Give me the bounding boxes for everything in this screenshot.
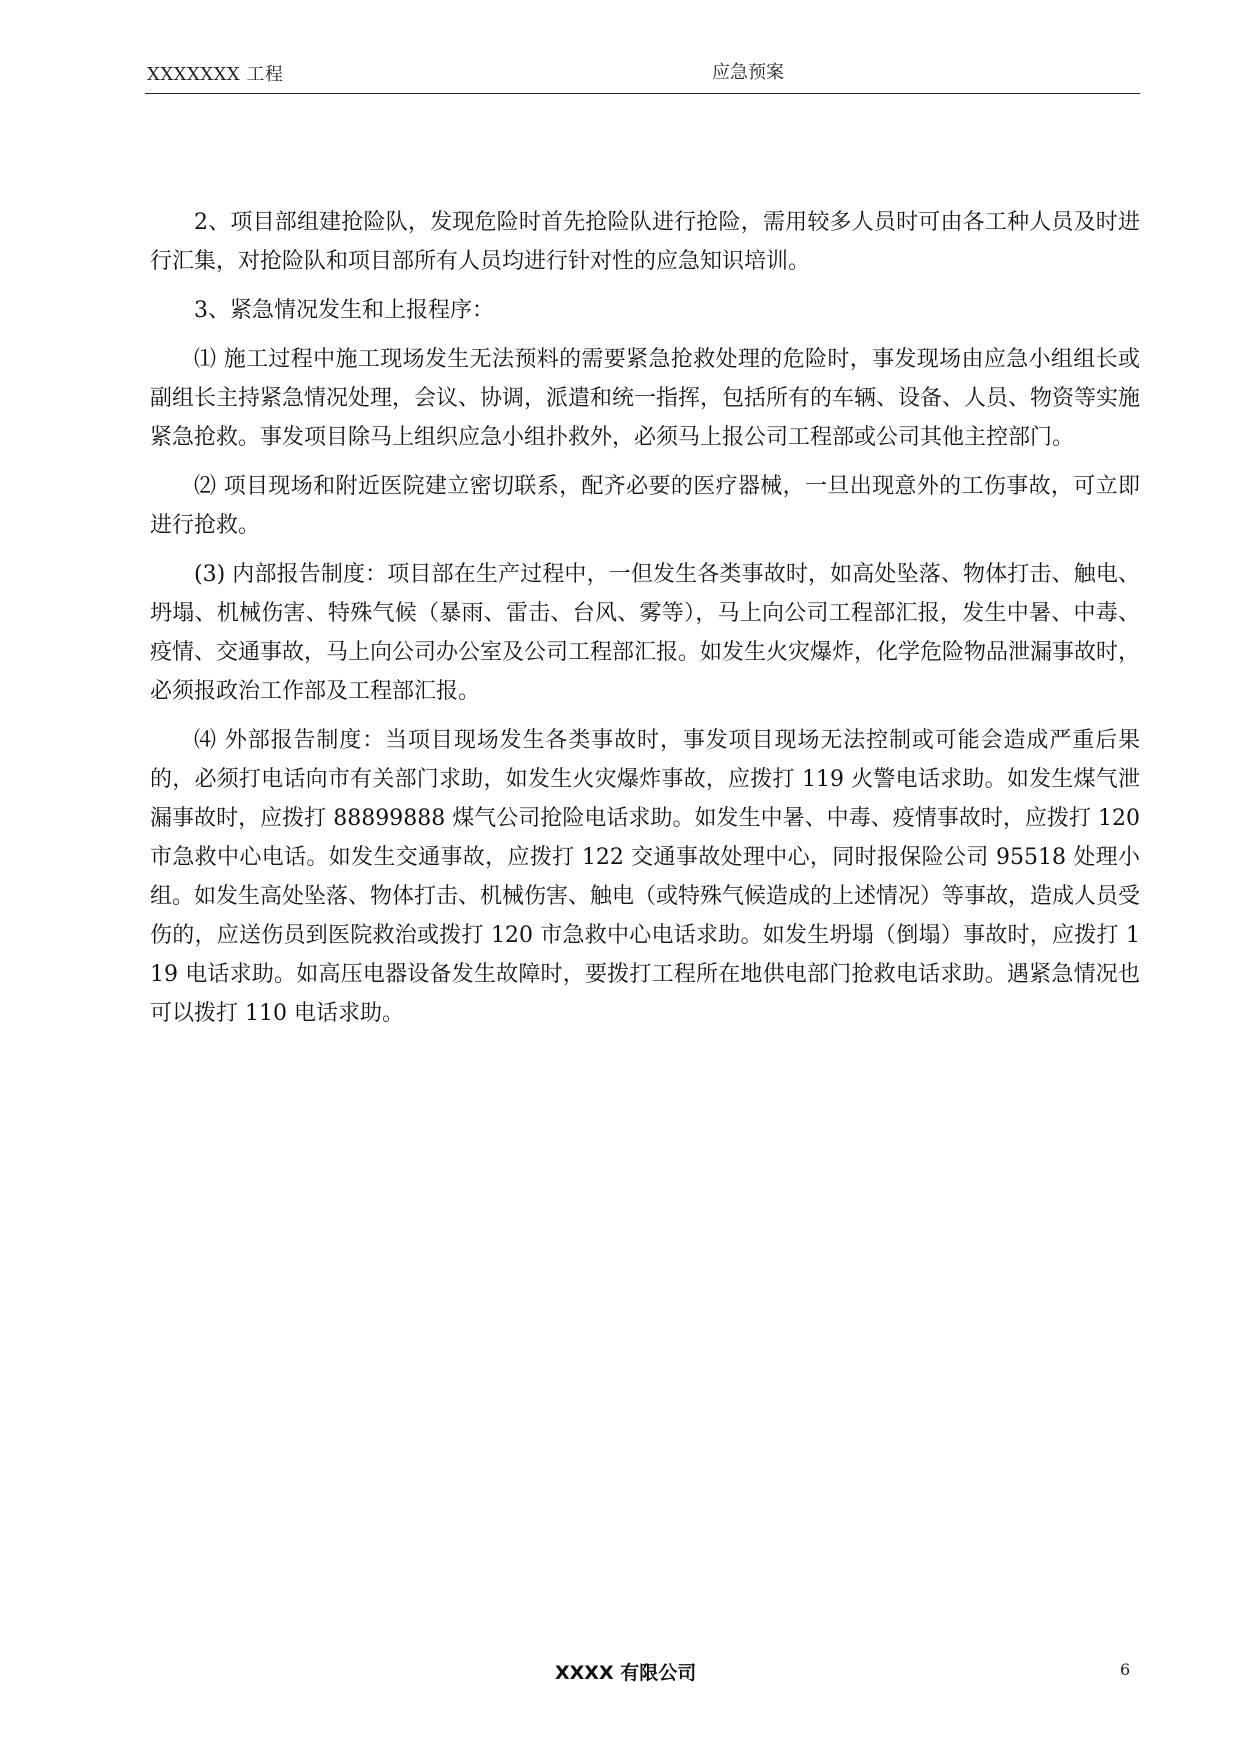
page-header bbox=[145, 58, 1140, 94]
header-document-title: 应急预案 bbox=[712, 62, 784, 83]
paragraph-reporting-heading: 3、紧急情况发生和上报程序： bbox=[194, 298, 494, 323]
page-number: 6 bbox=[1120, 1660, 1131, 1679]
paragraph-internal-reporting: (3) 内部报告制度：项目部在生产过程中，一但发生各类事故时，如高处坠落、物体打击、触电、坍塌、机械伤害、特殊气候（暴雨、雷击、台风、雾等），马上向公司工程部汇报，发生中暑、中毒、疫情、交通事故，马上向公司办公室及公司工程部汇报。如发生火灾爆炸，化学危险物品泄漏事故时，必须报政治工作部及工程部汇报。 bbox=[150, 562, 1141, 704]
paragraph-rescue-team: 2、项目部组建抢险队，发现危险时首先抢险队进行抢险，需用较多人员时可由各工种人员及时进行汇集，对抢险队和项目部所有人员均进行针对性的应急知识培训。 bbox=[150, 210, 1140, 274]
paragraph-hospital-liaison: ⑵ 项目现场和附近医院建立密切联系，配齐必要的医疗器械，一旦出现意外的工伤事故，可立即进行抢救。 bbox=[150, 474, 1140, 538]
header-divider bbox=[145, 93, 1140, 94]
paragraph-external-reporting: ⑷ 外部报告制度：当项目现场发生各类事故时，事发项目现场无法控制或可能会造成严重后果的，必须打电话向市有关部门求助，如发生火灾爆炸事故，应拨打 119 火警电话求助。如发生煤气泄漏事故时，应拨打 88899888 煤气公司抢险电话求助。如发生中暑、中毒、疫情事故时，应拨打 120 市急救中心电话。如发生交通事故，应拨打 122 交通事故处理中心，同时报保险公司 95518 处理小组。如发生高处坠落、物体打击、机械伤害、触电（或特殊气候造成的上述情况）等事故，造成人员受伤的，应送伤员到医院救治或拨打 120 市急救中心电话求助。如发生坍塌（倒塌）事故时，应拨打 119 电话求助。如高压电器设备发生故障时，要拨打工程所在地供电部门抢救电话求助。遇紧急情况也可以拨打 110 电话求助。 bbox=[150, 728, 1141, 1026]
paragraph-emergency-handling: ⑴ 施工过程中施工现场发生无法预料的需要紧急抢救处理的危险时，事发现场由应急小组组长或副组长主持紧急情况处理，会议、协调，派遣和统一指挥，包括所有的车辆、设备、人员、物资等实施紧急抢救。事发项目除马上组织应急小组扑救外，必须马上报公司工程部或公司其他主控部门。 bbox=[150, 347, 1141, 450]
header-project-name: XXXXXXX 工程 bbox=[147, 64, 284, 85]
document-body bbox=[150, 203, 1140, 1043]
footer-company-name: XXXX 有限公司 bbox=[555, 1662, 697, 1684]
